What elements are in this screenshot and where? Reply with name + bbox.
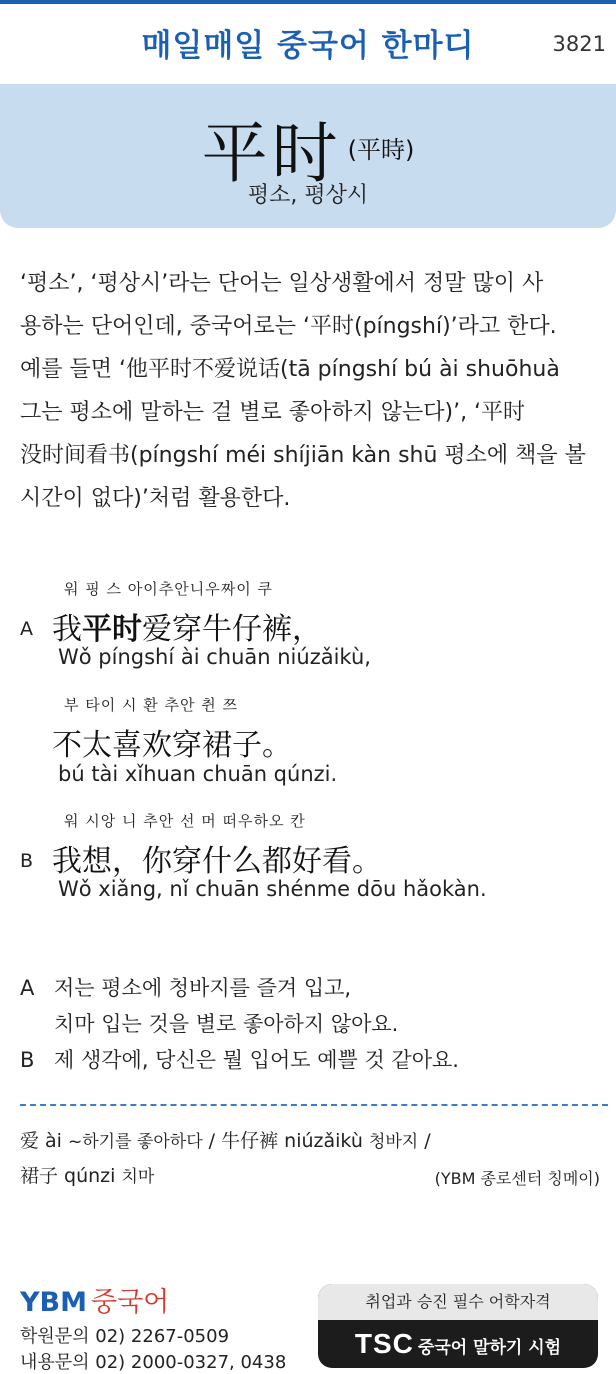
- speaker-label: A: [20, 976, 35, 1000]
- translation-line: 제 생각에, 당신은 뭘 입어도 예쁠 것 같아요.: [54, 1048, 459, 1072]
- tsc-logo: TSC: [354, 1328, 414, 1359]
- ybm-logo-text: YBM: [20, 1287, 87, 1318]
- chinese-sentence: [52, 604, 322, 648]
- vocab-meaning: 치마: [121, 1167, 155, 1187]
- chinese-sentence: 我想，你穿什么都好看。: [52, 844, 382, 879]
- intro-line: 예를 들면 ‘他平时不爱说话(tā píngshí bú ài shuōhuà: [20, 357, 560, 382]
- chinese-sentence: 不太喜欢穿裙子。: [52, 728, 292, 763]
- tsc-banner: [318, 1320, 598, 1368]
- korean-reading: 워 핑 스 아이추안니우짜이 쿠: [64, 580, 273, 598]
- vocab-meaning: ~하기를 좋아하다: [68, 1132, 203, 1152]
- chinese-keyword: 平时: [82, 612, 142, 647]
- tsc-text: 중국어 말하기 시험: [417, 1338, 562, 1358]
- series-title: 매일매일 중국어 한마디: [141, 28, 475, 64]
- vocab-separator: /: [208, 1130, 216, 1152]
- tsc-ad: [318, 1284, 598, 1368]
- intro-line: ‘평소’, ‘평상시’라는 단어는 일상생활에서 정말 많이 사: [20, 271, 544, 296]
- speaker-label: B: [20, 850, 34, 872]
- translation-line: 저는 평소에 청바지를 즐겨 입고,: [54, 976, 352, 1000]
- issue-number: 3821: [552, 32, 606, 56]
- pinyin: bú tài xǐhuan chuān qúnzi.: [58, 762, 338, 786]
- speaker-label: B: [20, 1048, 35, 1072]
- korean-reading: 워 시앙 니 추안 선 머 떠우하오 칸: [64, 812, 306, 830]
- intro-line: 용하는 단어인데, 중국어로는 ‘平时(píngshí)’라고 한다.: [20, 314, 557, 339]
- ybm-logo: [20, 1280, 169, 1319]
- vocab-separator: /: [424, 1130, 431, 1152]
- keyword-korean: 평소, 평상시: [247, 183, 369, 208]
- intro-line: 没时间看书(píngshí méi shíjiān kàn shū 평소에 책을 볼: [20, 443, 586, 468]
- vocab-word: 裙子 qúnzi: [20, 1165, 116, 1187]
- translation-block: [20, 970, 610, 1078]
- pinyin: Wǒ píngshí ài chuān niúzǎikù,: [58, 645, 371, 669]
- chinese-text: 爱穿牛仔裤，: [142, 612, 322, 647]
- vocab-meaning: 청바지: [368, 1132, 419, 1152]
- keyword-traditional: (平時): [347, 136, 415, 164]
- intro-line: 시간이 없다)’처럼 활용한다.: [20, 486, 291, 511]
- korean-reading: 부 타이 시 환 추안 췬 쯔: [64, 696, 239, 714]
- pinyin: Wǒ xiǎng, nǐ chuān shénme dōu hǎokàn.: [58, 877, 487, 901]
- vocab-word: 爱 ài: [20, 1130, 62, 1152]
- dashed-divider: [20, 1104, 608, 1106]
- tsc-tagline: 취업과 승진 필수 어학자격: [318, 1284, 598, 1320]
- vocab-word: 牛仔裤 niúzǎikù: [221, 1130, 363, 1152]
- ybm-logo-chinese: 중국어: [91, 1287, 170, 1318]
- keyword-hanzi: 平时: [201, 115, 342, 192]
- author-credit: (YBM 종로센터 칭메이): [434, 1169, 600, 1188]
- content-contact: 내용문의 02) 2000-0327, 0438: [20, 1352, 287, 1373]
- chinese-text: 我: [52, 612, 82, 647]
- translation-line: 치마 입는 것을 별로 좋아하지 않아요.: [54, 1012, 399, 1036]
- top-rule: [0, 0, 616, 4]
- intro-paragraph: [20, 262, 610, 520]
- speaker-label: A: [20, 618, 33, 640]
- intro-line: 그는 평소에 말하는 걸 별로 좋아하지 않는다)’, ‘平时: [20, 400, 526, 425]
- academy-contact: 학원문의 02) 2267-0509: [20, 1326, 230, 1347]
